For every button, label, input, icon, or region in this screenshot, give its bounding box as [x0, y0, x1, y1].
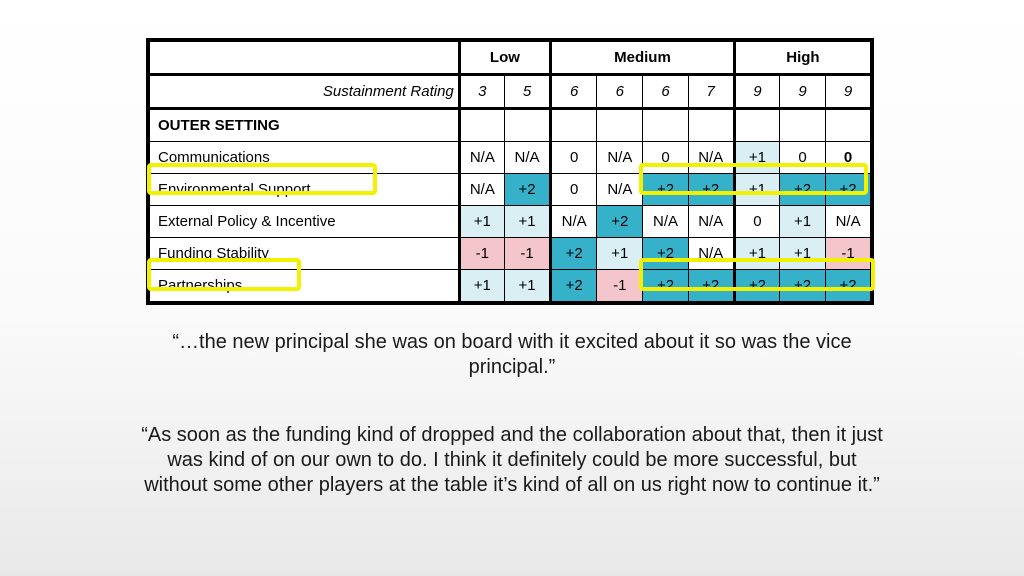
empty-cell: [504, 109, 550, 142]
rating-cell: +1: [504, 270, 550, 304]
sustainment-rating-value: 5: [504, 75, 550, 109]
empty-cell: [643, 109, 688, 142]
row-label: Partnerships: [148, 270, 459, 304]
rating-cell: +2: [826, 174, 872, 206]
rating-cell: 0: [826, 142, 872, 174]
rating-cell: 0: [551, 174, 597, 206]
sustainment-rating-table: [146, 38, 874, 305]
rating-cell: +2: [780, 174, 826, 206]
rating-cell: +2: [551, 238, 597, 270]
rating-cell: +1: [459, 270, 504, 304]
rating-cell: +1: [597, 238, 643, 270]
rating-cell: +2: [643, 174, 688, 206]
sustainment-rating-value: 6: [643, 75, 688, 109]
table-row: [148, 174, 872, 206]
group-header-row: [148, 40, 872, 75]
rating-cell: +2: [597, 206, 643, 238]
rating-cell: +1: [459, 206, 504, 238]
rating-cell: +2: [643, 238, 688, 270]
rating-cell: 0: [551, 142, 597, 174]
sustainment-rating-value: 7: [688, 75, 734, 109]
rating-cell: N/A: [551, 206, 597, 238]
empty-cell: [826, 109, 872, 142]
quote-funding: “As soon as the funding kind of dropped and the collaboration about that, then it just was kind of on our own to do. I think it definitely could be more successful, but without some other players at the table it’s kind of all on us right now to continue it.”: [141, 424, 883, 496]
sustainment-rating-value: 9: [826, 75, 872, 109]
rating-cell: +2: [734, 270, 779, 304]
sustainment-rating-value: 9: [734, 75, 779, 109]
rating-cell: N/A: [597, 174, 643, 206]
rating-cell: N/A: [504, 142, 550, 174]
rating-cell: +2: [643, 270, 688, 304]
corner-cell: [148, 40, 459, 75]
group-low-header: Low: [459, 40, 550, 75]
sustainment-rating-label: Sustainment Rating: [148, 75, 459, 109]
rating-cell: +2: [504, 174, 550, 206]
rating-cell: N/A: [688, 142, 734, 174]
rating-cell: +1: [734, 174, 779, 206]
section-title: OUTER SETTING: [148, 109, 459, 142]
rating-cell: +2: [780, 270, 826, 304]
rating-cell: +1: [734, 142, 779, 174]
sustainment-rating-value: 9: [780, 75, 826, 109]
data-rows: [148, 142, 872, 304]
group-high-header: High: [734, 40, 872, 75]
rating-cell: +2: [551, 270, 597, 304]
table-row: [148, 238, 872, 270]
rating-cell: N/A: [597, 142, 643, 174]
section-row: [148, 109, 872, 142]
rating-cell: N/A: [643, 206, 688, 238]
rating-cell: -1: [597, 270, 643, 304]
rating-cell: +1: [734, 238, 779, 270]
table-row: [148, 142, 872, 174]
rating-cell: +1: [504, 206, 550, 238]
sustainment-rating-value: 3: [459, 75, 504, 109]
rating-cell: N/A: [826, 206, 872, 238]
rating-cell: -1: [459, 238, 504, 270]
sustainment-rating-value: 6: [597, 75, 643, 109]
rating-cell: N/A: [688, 238, 734, 270]
rating-cell: 0: [780, 142, 826, 174]
empty-cell: [734, 109, 779, 142]
row-label: Communications: [148, 142, 459, 174]
rating-cell: -1: [826, 238, 872, 270]
rating-cell: 0: [643, 142, 688, 174]
rating-cell: N/A: [459, 142, 504, 174]
row-label: External Policy & Incentive: [148, 206, 459, 238]
row-label: Funding Stability: [148, 238, 459, 270]
empty-cell: [597, 109, 643, 142]
table-row: [148, 206, 872, 238]
empty-cell: [551, 109, 597, 142]
rating-cell: N/A: [459, 174, 504, 206]
quote-principal: “…the new principal she was on board with it excited about it so was the vice principal.”: [172, 331, 852, 378]
rating-cell: +2: [826, 270, 872, 304]
rating-cell: 0: [734, 206, 779, 238]
empty-cell: [688, 109, 734, 142]
rating-cell: -1: [504, 238, 550, 270]
rating-cell: +1: [780, 238, 826, 270]
empty-cell: [780, 109, 826, 142]
row-label: Environmental Support: [148, 174, 459, 206]
rating-cell: +2: [688, 270, 734, 304]
empty-cell: [459, 109, 504, 142]
group-medium-header: Medium: [551, 40, 735, 75]
rating-cell: N/A: [688, 206, 734, 238]
rating-cell: +1: [780, 206, 826, 238]
table-row: [148, 270, 872, 304]
sustainment-rating-row: [148, 75, 872, 109]
sustainment-rating-value: 6: [551, 75, 597, 109]
rating-cell: +2: [688, 174, 734, 206]
